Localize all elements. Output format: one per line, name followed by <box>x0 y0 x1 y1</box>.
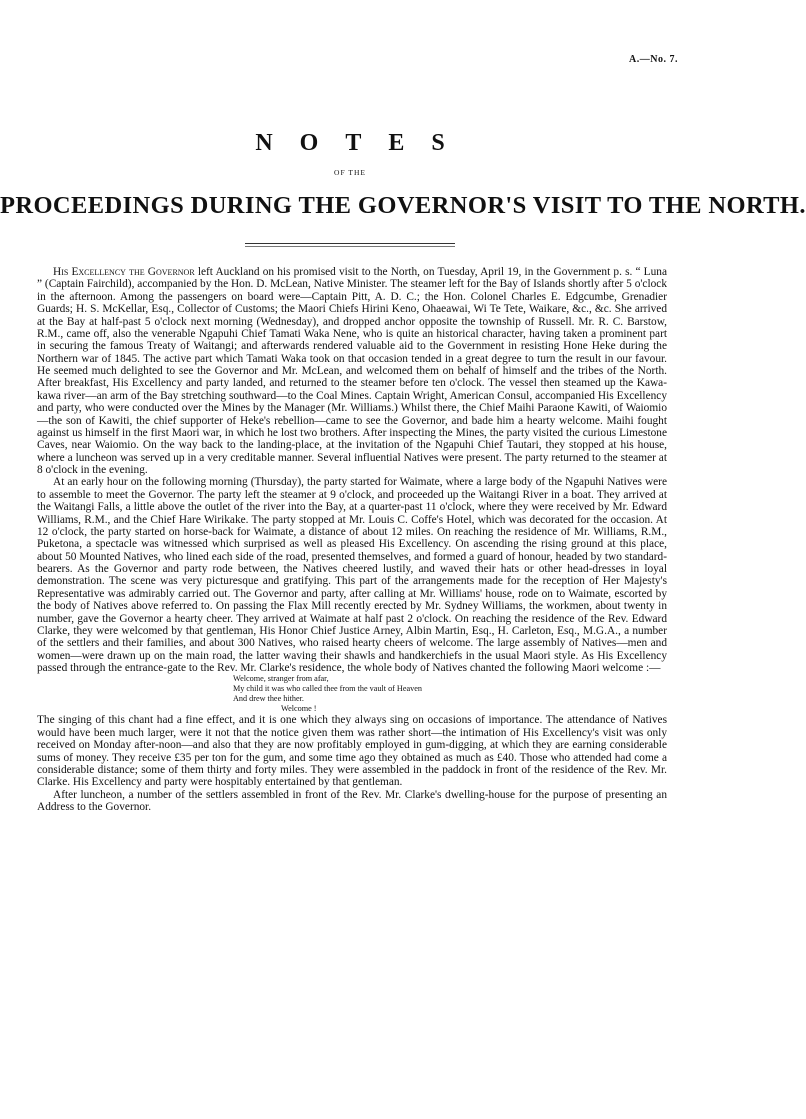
paragraph-1-lead: His Excellency the Governor <box>53 266 195 278</box>
maori-chant <box>233 674 667 714</box>
paragraph-1-text: left Auckland on his promised visit to the North, on Tuesday, April 19, in the Government p. s. “ Luna ” (Captain Fairchild), accompanied by the Hon. D. McLean, Native Minister. The steamer left for the Bay of Islands shortly after 5 o'clock in the afternoon. Among the passengers on board were—Captain Pitt, A. D. C.; the Hon. Colonel Charles E. Edgcumbe, Grenadier Guards; H. S. McKellar, Esq., Collector of Customs; the Maori Chiefs Hirini Keno, Ohaeawai, Wi Te Tete, Waikare, &c., &c. She arrived at the Bay at half-past 5 o'clock next morning (Wednesday), and dropped anchor opposite the township of Russell. Mr. R. C. Barstow, R.M., came off, also the venerable Ngapuhi Chief Tamati Waka Nene, who is quite an historical character, having taken a prominent part in securing the famous Treaty of Waitangi; and afterwards rendered valuable aid to the Government in resisting Hone Heke during the Northern war of 1845. The active part which Tamati Waka took on that occasion tended in a great degree to turn the result in our favour. He seemed much delighted to see the Governor and Mr. McLean, and welcomed them on behalf of himself and the tribes of the North. After breakfast, His Excellency and party landed, and returned to the steamer before ten o'clock. The vessel then steamed up the Kawa-kawa river—an arm of the Bay stretching southward—to the Coal Mines. Captain Wright, American Consul, accompanied His Excellency and party, who were conducted over the Mines by the Manager (Mr. Williams.) Whilst there, the Chief Maihi Paraone Kawiti, of Waiomio—the son of Kawiti, the chief supporter of Heke's rebellion—came to see the Governor, and bade him a hearty welcome. Maihi fought against us himself in the first Maori war, in which he lost two brothers. After inspecting the Mines, the party visited the curious Limestone Caves, near Waiomio. On the way back to the landing-place, at the invitation of the Ngapuhi Chief Tautari, they stopped at his house, where a luncheon was served up in a very creditable manner. Several influential Natives were present. The party returned to the steamer at 8 o'clock in the evening. <box>37 266 667 476</box>
title-rule-secondary <box>245 246 455 247</box>
chant-line: Welcome ! <box>281 704 317 714</box>
chant-line: And drew thee hither. <box>233 694 304 704</box>
article-body <box>37 266 667 813</box>
title-notes: NOTES <box>255 130 472 156</box>
chant-line: My child it was who called thee from the vault of Heaven <box>233 684 422 694</box>
title-main: PROCEEDINGS DURING THE GOVERNOR'S VISIT TO THE NORTH. <box>0 192 806 219</box>
paragraph-4: After luncheon, a number of the settlers assembled in front of the Rev. Mr. Clarke's dwelling-house for the purpose of presenting an Address to the Governor. <box>37 788 667 813</box>
title-of-the: OF THE <box>334 168 366 177</box>
page-reference: A.—No. 7. <box>629 54 678 65</box>
paragraph-2: At an early hour on the following morning (Thursday), the party started for Waimate, where a large body of the Ngapuhi Natives were to assemble to meet the Governor. The party left the steamer at 9 o'clock, and proceeded up the Waitangi River in a boat. They arrived at the Waitangi Falls, a little above the outlet of the river into the Bay, at a quarter-past 11 o'clock, where they were received by Mr. Edward Williams, R.M., and the Chief Hare Wirikake. The party stopped at Mr. Louis C. Coffe's Hotel, which was decorated for the occasion. At 12 o'clock, the party started on horse-back for Waimate, a distance of about 12 miles. On reaching the residence of Mr. Williams, R.M., Puketona, a spectacle was witnessed which surprised as well as pleased His Excellency. On ascending the rising ground at this place, about 50 Mounted Natives, who lined each side of the road, presented themselves, and formed a guard of honour, headed by two standard-bearers. As the Governor and party rode between, the Natives cheered lustily, and waved their hats or other head-dresses in loyal demonstration. The scene was very picturesque and gratifying. This part of the arrangements made for the reception of Her Majesty's Representative was admirably carried out. The Governor and party, after calling at Mr. Williams' house, rode on to Waimate, escorted by the body of Natives above referred to. On passing the Flax Mill recently erected by Mr. Sydney Williams, the workmen, about twenty in number, gave the Governor a hearty cheer. They arrived at Waimate at half past 2 o'clock. On reaching the residence of the Rev. Edward Clarke, they were welcomed by that gentleman, His Honor Chief Justice Arney, Albin Martin, Esq., H. Carleton, Esq., M.G.A., a number of the settlers and their families, and about 300 Natives, who raised hearty cheers of welcome. The large assembly of Natives—men and women—were drawn up on the main road, the latter waving their shawls and handkerchiefs in the usual Maori style. As His Excellency passed through the entrance-gate to the Rev. Mr. Clarke's residence, the whole body of Natives chanted the following Maori welcome :— <box>37 476 667 674</box>
paragraph-1 <box>37 266 667 476</box>
title-rule <box>245 243 455 244</box>
chant-line: Welcome, stranger from afar, <box>233 674 329 684</box>
paragraph-3: The singing of this chant had a fine effect, and it is one which they always sing on occasions of importance. The attendance of Natives would have been much larger, were it not that the notice given them was rather short—the intimation of His Excellency's visit was only received on Monday after-noon—and also that they are now profitably employed in gum-digging, at which they are earning considerable sums of money. They receive £35 per ton for the gum, and some time ago they obtained as much as £40. Those who attended had come a considerable distance; some of them thirty and forty miles. They were assembled in the paddock in front of the residence of the Rev. Mr. Clarke. His Excellency and party were hospitably entertained by that gentleman. <box>37 714 667 789</box>
